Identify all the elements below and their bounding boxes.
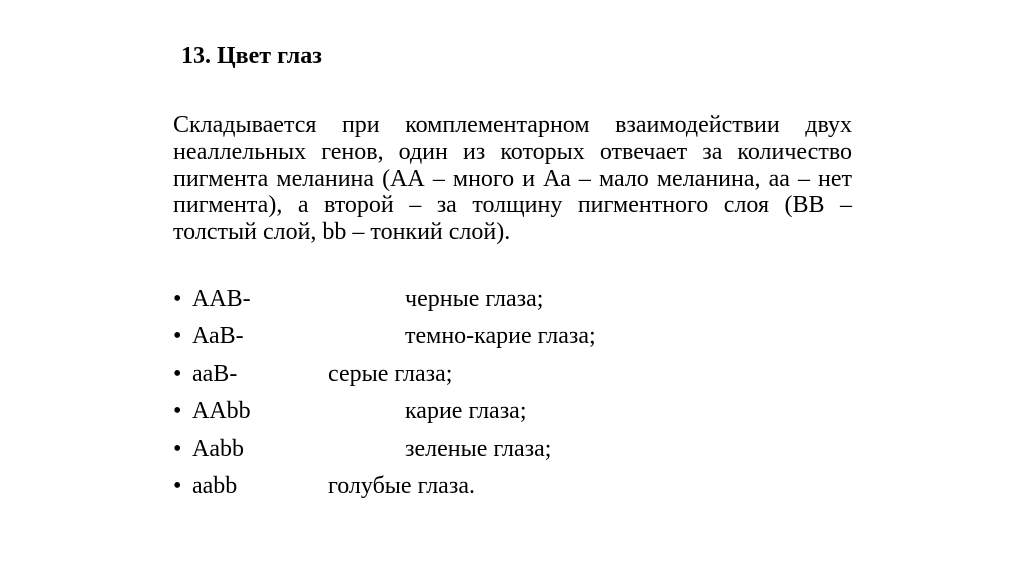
- slide-title: 13. Цвет глаз: [181, 43, 322, 69]
- genotype-label: aabb: [192, 472, 238, 499]
- phenotype-label: голубые глаза.: [328, 472, 475, 499]
- phenotype-label: черные глаза;: [405, 286, 544, 312]
- bullet-icon: •: [173, 360, 182, 387]
- phenotype-label: зеленые глаза;: [405, 435, 552, 462]
- genotype-label: АаВ-: [192, 323, 244, 350]
- bullet-icon: •: [173, 323, 182, 350]
- phenotype-label: темно-карие глаза;: [405, 323, 596, 350]
- bullet-icon: •: [173, 435, 182, 462]
- genotype-label: ааВ-: [192, 360, 238, 387]
- genotype-label: ААВ-: [192, 286, 251, 312]
- description-paragraph: Складывается при комплементарном взаимодействии двух неаллельных генов, один из которых отвечает за количество пигмента меланина (АА – много и Аа – мало меланина, аа – нет пигмента), а второй – за толщину пигментного слоя (ВВ – толстый слой, bb – тонкий слой).: [173, 112, 852, 246]
- bullet-icon: •: [173, 472, 182, 499]
- bullet-icon: •: [173, 398, 182, 425]
- phenotype-label: серые глаза;: [328, 360, 453, 387]
- bullet-icon: •: [173, 286, 182, 312]
- genotype-label: ААbb: [192, 398, 251, 425]
- genotype-label: Aabb: [192, 435, 244, 462]
- phenotype-label: карие глаза;: [405, 398, 527, 425]
